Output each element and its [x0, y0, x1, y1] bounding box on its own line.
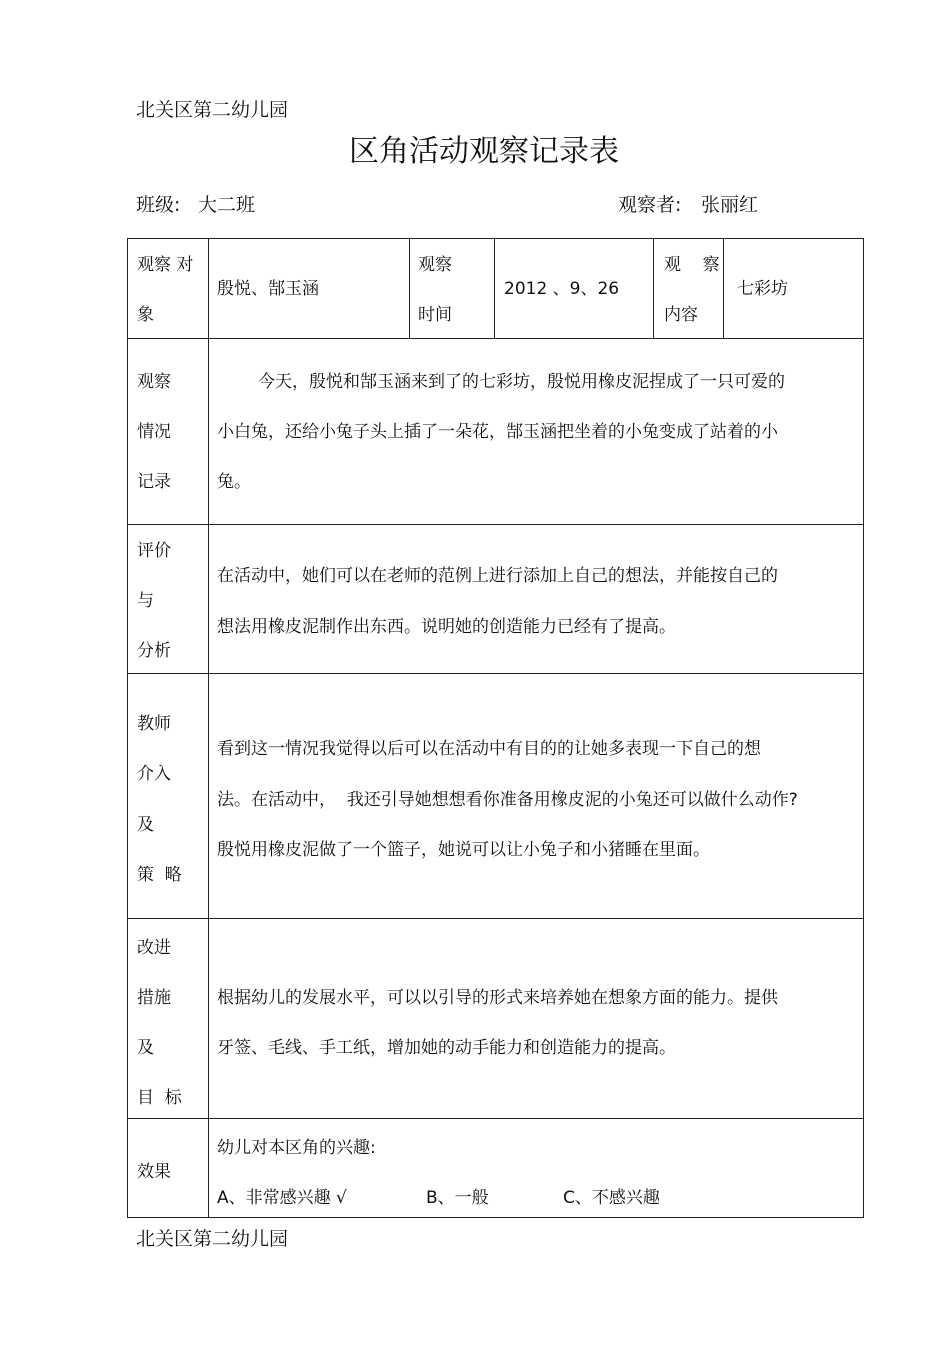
- record-label-line: 观察: [137, 372, 171, 392]
- evaluation-label-line: 分析: [137, 641, 171, 661]
- improvement-text-line: 牙签、毛线、手工纸，增加她的动手能力和创造能力的提高。: [217, 1038, 676, 1058]
- intervention-label-line: 教师: [137, 714, 171, 734]
- info-divider: [409, 239, 410, 338]
- page-title: 区角活动观察记录表: [349, 134, 619, 169]
- info-divider: [494, 239, 495, 338]
- intervention-text-line: 看到这一情况我觉得以后可以在活动中有目的的让她多表现一下自己的想: [217, 739, 761, 759]
- intervention-text-line: 法。在活动中， 我还引导她想想看你准备用橡皮泥的小兔还可以做什么动作?: [217, 790, 798, 810]
- row-divider: [128, 918, 863, 919]
- time-value: 2012 、9、26: [504, 279, 620, 299]
- effect-option-a: A、非常感兴趣 √: [217, 1188, 347, 1208]
- intervention-label-line: 介入: [137, 764, 171, 784]
- class-label: 班级:: [136, 194, 181, 216]
- effect-option-b: B、一般: [426, 1188, 489, 1208]
- subject-label-line1: 观察 对: [137, 255, 194, 275]
- improvement-text-line: 根据幼儿的发展水平，可以以引导的形式来培养她在想象方面的能力。提供: [217, 988, 778, 1008]
- class-value: 大二班: [198, 194, 256, 216]
- evaluation-label-line: 与: [137, 591, 154, 611]
- row-divider: [128, 673, 863, 674]
- improvement-label-line: 改进: [137, 938, 171, 958]
- record-text-line: 今天，殷悦和郜玉涵来到了的七彩坊，殷悦用橡皮泥捏成了一只可爱的: [258, 372, 785, 392]
- improvement-label-line: 措施: [137, 988, 171, 1008]
- improvement-label-line: 目 标: [137, 1088, 182, 1108]
- time-label-line1: 观察: [418, 255, 452, 275]
- evaluation-label-line: 评价: [137, 541, 171, 561]
- school-name: 北关区第二幼儿园: [136, 99, 289, 121]
- subject-label-line2: 象: [137, 305, 154, 325]
- row-divider: [128, 524, 863, 525]
- info-divider: [653, 239, 654, 338]
- info-divider: [723, 239, 724, 338]
- time-label-line2: 时间: [418, 305, 452, 325]
- improvement-label-line: 及: [137, 1038, 154, 1058]
- intervention-label-line: 及: [137, 815, 154, 835]
- effect-label: 效果: [137, 1162, 171, 1182]
- content-label-line2: 内容: [664, 305, 698, 325]
- observer-value: 张丽红: [701, 194, 759, 216]
- record-text-line: 兔。: [217, 472, 251, 492]
- content-value: 七彩坊: [737, 279, 788, 299]
- effect-option-c: C、不感兴趣: [563, 1188, 660, 1208]
- intervention-label-line: 策 略: [137, 865, 182, 885]
- record-text-line: 小白兔，还给小兔子头上插了一朵花，郜玉涵把坐着的小兔变成了站着的小: [217, 422, 778, 442]
- row-divider: [128, 1118, 863, 1119]
- footer-school-name: 北关区第二幼儿园: [136, 1228, 289, 1250]
- record-label-line: 情况: [137, 422, 171, 442]
- row-divider: [128, 338, 863, 339]
- effect-question: 幼儿对本区角的兴趣:: [217, 1138, 376, 1158]
- evaluation-text-line: 在活动中，她们可以在老师的范例上进行添加上自己的想法，并能按自己的: [217, 566, 778, 586]
- label-column-divider: [208, 239, 209, 1217]
- observation-table: [127, 238, 864, 1218]
- subject-value: 殷悦、郜玉涵: [217, 279, 319, 299]
- evaluation-text-line: 想法用橡皮泥制作出东西。说明她的创造能力已经有了提高。: [217, 617, 676, 637]
- content-label-line1: 观 察: [664, 255, 720, 275]
- record-label-line: 记录: [137, 472, 171, 492]
- observer-label: 观察者:: [618, 194, 682, 216]
- intervention-text-line: 殷悦用橡皮泥做了一个篮子，她说可以让小兔子和小猪睡在里面。: [217, 840, 710, 860]
